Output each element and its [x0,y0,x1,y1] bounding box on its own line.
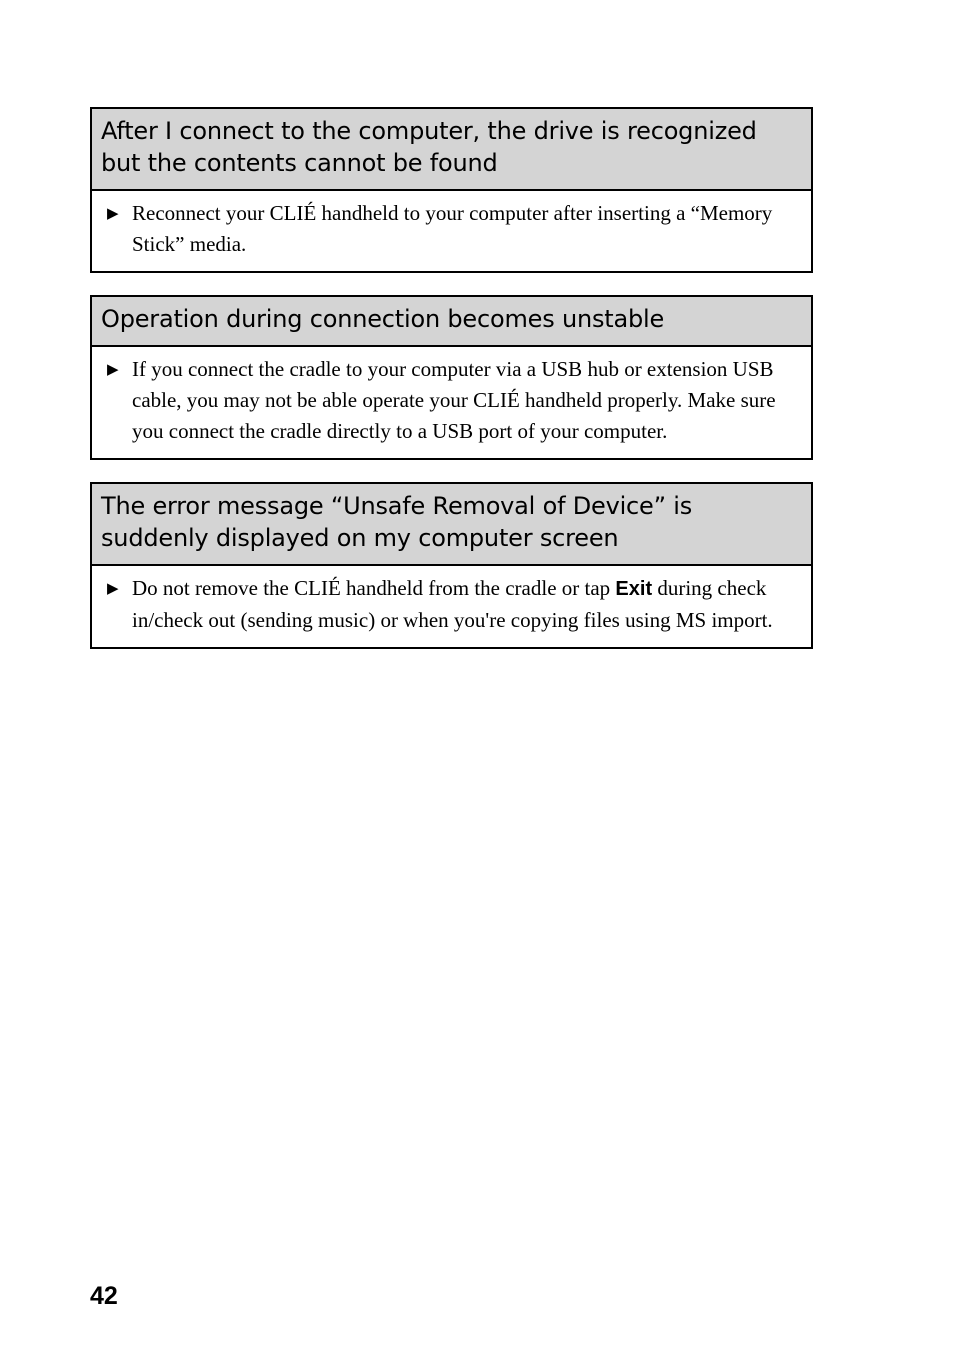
bullet-text-after: during check in/check out (sending music) or when you're copying files using MS import. [132,576,773,632]
bullet-text: If you connect the cradle to your computer via a USB hub or extension USB cable, you may not be able operate your CLIÉ handheld properly. Make sure you connect the cradle directly to a USB port of your computer. [132,357,776,443]
troubleshooting-box-unsafe-removal [90,482,813,649]
exit-ui-label: Exit [615,578,653,600]
section-body [92,347,811,458]
bullet-arrow-icon: ▶ [107,204,119,222]
section-body [92,191,811,271]
section-heading: Operation during connection becomes unstable [92,297,811,347]
troubleshooting-box-contents-not-found [90,107,813,273]
bullet-text: Reconnect your CLIÉ handheld to your computer after inserting a “Memory Stick” media. [132,201,773,256]
page-number: 42 [90,1282,118,1310]
bullet-text-before: Do not remove the CLIÉ handheld from the cradle or tap [132,576,611,600]
section-heading: The error message “Unsafe Removal of Device” is suddenly displayed on my computer screen [92,484,811,566]
section-body [92,566,811,647]
bullet-arrow-icon: ▶ [107,579,119,597]
troubleshooting-box-unstable-connection [90,295,813,460]
section-heading: After I connect to the computer, the drive is recognized but the contents cannot be found [92,109,811,191]
bullet-arrow-icon: ▶ [107,360,119,378]
